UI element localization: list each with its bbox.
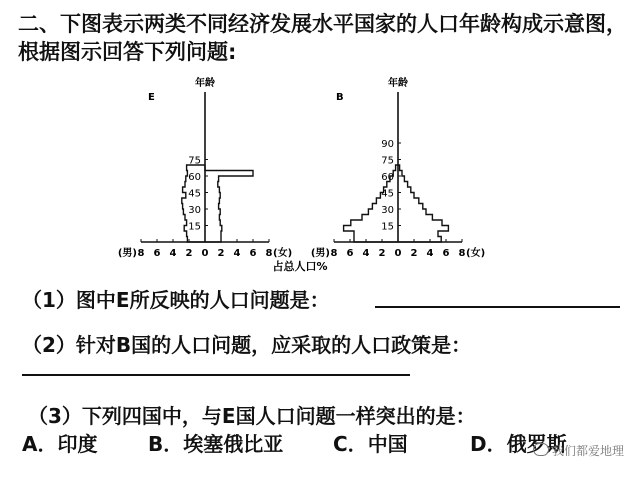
pyramid-b-x-tick-label: 4 <box>426 248 434 259</box>
pyramid-e-x-tick-label: 6 <box>153 248 161 259</box>
pyramid-b-age-tick-label: 15 <box>381 221 394 233</box>
pyramid-b-age-tick-label: 90 <box>381 139 394 150</box>
pyramid-e-age-tick-label: 45 <box>188 188 201 200</box>
pyramid-e-age-tick-label: 75 <box>188 155 201 167</box>
pyramid-b-age-tick-label: 75 <box>381 155 394 167</box>
pyramid-b-age-tick-label: 45 <box>381 188 394 200</box>
pyramid-b-x-tick-label: 2 <box>378 248 386 259</box>
answer-blank-1[interactable] <box>375 306 620 308</box>
pyramid-e-age-tick-label: 60 <box>188 172 201 183</box>
pyramid-b-female-label: (女) <box>466 248 486 259</box>
pyramid-e-x-tick-label: 8 <box>265 248 273 259</box>
pyramid-b-age-axis-label: 年龄 <box>388 78 408 89</box>
option-b[interactable] <box>148 428 283 457</box>
pyramid-b-x-tick-label: 0 <box>394 248 402 259</box>
wechat-icon <box>533 443 549 456</box>
pyramid-b-x-tick-label: 2 <box>410 248 418 259</box>
question-title: 二、下图表示两类不同经济发展水平国家的人口年龄构成示意图，根据图示回答下列问题: <box>18 12 627 64</box>
option-b-letter: B． <box>148 432 184 456</box>
pyramid-e-female-bars <box>205 165 253 242</box>
pyramid-b-x-tick-label: 8 <box>330 248 338 259</box>
option-d-letter: D． <box>470 432 507 456</box>
question-2: （2）针对B国的人口问题，应采取的人口政策是： <box>22 333 472 357</box>
pyramid-b-x-tick-label: 8 <box>458 248 466 259</box>
x-axis-caption: 占总人口% <box>272 260 328 273</box>
option-a-text: 印度 <box>57 432 98 456</box>
pyramid-b-age-tick-label: 30 <box>381 205 394 216</box>
pyramid-b-x-tick-label: 6 <box>346 248 354 259</box>
option-c-letter: C． <box>333 432 368 456</box>
pyramid-e-age-tick-label: 30 <box>188 205 201 216</box>
pyramid-b-x-tick-label: 6 <box>442 248 450 259</box>
pyramid-e-x-tick-label: 8 <box>137 248 145 259</box>
pyramid-e-female-label: (女) <box>273 248 293 259</box>
pyramid-b-x-tick-label: 4 <box>362 248 370 259</box>
pyramid-e-age-tick-label: 15 <box>188 221 201 233</box>
option-a[interactable] <box>22 428 97 457</box>
option-c-text: 中国 <box>367 432 408 456</box>
pyramid-e-x-tick-label: 0 <box>201 248 209 259</box>
pyramid-b-age-tick-label: 60 <box>381 172 394 183</box>
answer-blank-2[interactable] <box>22 374 410 376</box>
pyramid-b-name: B <box>336 92 344 103</box>
watermark <box>533 442 624 459</box>
question-3: （3）下列四国中，与E国人口问题一样突出的是： <box>28 404 476 428</box>
option-d-text: 俄罗斯 <box>506 432 567 456</box>
pyramid-b-female-bars <box>398 165 448 242</box>
pyramid-e-x-tick-label: 4 <box>233 248 241 259</box>
pyramid-e-male-label: (男) <box>117 248 137 259</box>
pyramid-e-x-tick-label: 2 <box>217 248 225 259</box>
option-a-letter: A． <box>22 432 58 456</box>
question-1: （1）图中E所反映的人口问题是： <box>22 288 330 312</box>
pyramid-e-age-axis-label: 年龄 <box>195 78 215 89</box>
pyramid-e-name: E <box>148 92 155 103</box>
pyramid-b-male-label: (男) <box>310 248 330 259</box>
pyramid-e-x-tick-label: 4 <box>169 248 177 259</box>
pyramid-e-x-tick-label: 6 <box>249 248 257 259</box>
population-pyramids-figure <box>0 72 640 277</box>
option-c[interactable] <box>333 428 408 457</box>
option-b-text: 埃塞俄比亚 <box>183 432 284 456</box>
watermark-text: 我们都爱地理 <box>551 444 624 458</box>
pyramid-e-x-tick-label: 2 <box>185 248 193 259</box>
